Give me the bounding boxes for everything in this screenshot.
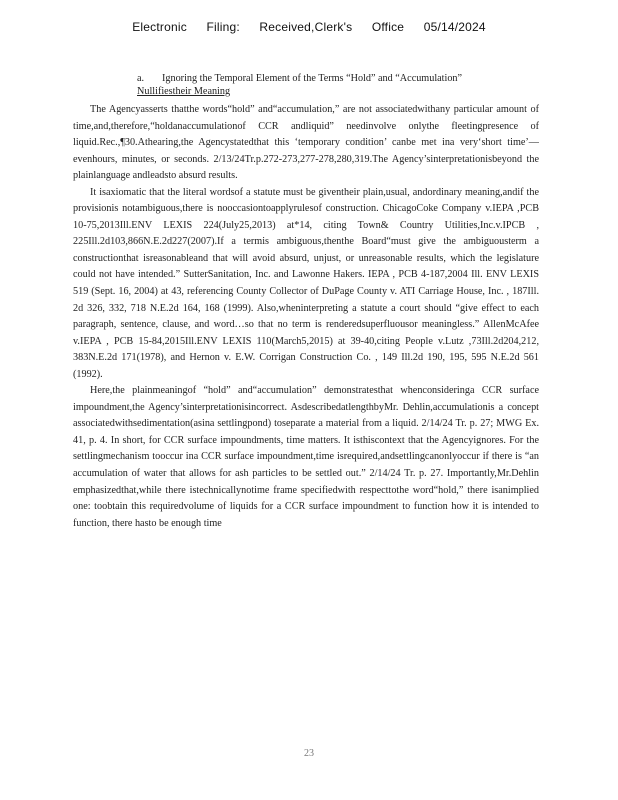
header-filing: Filing: (206, 20, 240, 34)
filing-stamp-header (0, 20, 618, 34)
section-heading (73, 72, 539, 98)
header-electronic: Electronic (132, 20, 187, 34)
section-heading-line2: Nullifiestheir Meaning (137, 86, 231, 97)
section-heading-line1: Ignoring the Temporal Element of the Terms “Hold” and “Accumulation” (162, 73, 463, 84)
page-number: 23 (304, 748, 314, 759)
section-heading-marker: a. (137, 73, 145, 84)
paragraph-agency-assertion: The Agencyasserts thatthe words“hold” and“accumulation,” are not associatedwithany particular amount of time,and,therefore,“holdanaccumulationof CCR andliquid” needinvolve onlythe fleetingpresence of liquid.Rec.,¶30.Athearing,the Agencystatedthat this ‘temporary condition’ canbe met ina very‘short time’—evenhours, minutes, or seconds. 2/13/24Tr.p.272-273,277-278,280,319.The Agency’sinterpretationisbeyond the plainlanguage andleadsto absurd results. (73, 104, 539, 182)
header-received-clerks: Received,Clerk's (259, 20, 353, 34)
header-date: 05/14/2024 (423, 20, 486, 34)
header-office: Office (371, 20, 405, 34)
paragraph-statutory-construction: It isaxiomatic that the literal wordsof a statute must be giventheir plain,usual, andordinary meaning,andif the provisionis notambiguous,there is nooccasiontoapplyrulesof construction. ChicagoCoke Company v.IEPA ,PCB 10-75,2013Ill.ENV LEXIS 224(July25,2013) at*14, citing Town& Country Utilities,Inc.v.IPCB , 225Ill.2d103,866N.E.2d227(2007).If a termis ambiguous,thenthe Board“must give the ambiguousterm a constructionthat isreasonableand that will avoid absurd, unjust, or unreasonable results, which the legislature could not have intended.” SutterSanitation, Inc. and Lawonne Hakers. IEPA , PCB 4-187,2004 Ill. ENV LEXIS 519 (Sept. 16, 2004) at 43, referencing County Collector of DuPage County v. ATI Carriage House, Inc. , 187Ill. 2d 326, 332, 718 N.E.2d 164, 168 (1999). Also,wheninterpreting a statute a court should “give effect to each paragraph, sentence, clause, and word…so that no term is renderedsuperfluousor meaningless.” AllenMcAfee v.IEPA , PCB 15-84,2015Ill.ENV LEXIS 110(March5,2015) at 39-40,citing People v.Lutz ,73Ill.2d204,212, 383N.E.2d 171(1978), and Hernon v. E.W. Corrigan Construction Co. , 149 Ill.2d 190, 195, 595 N.E.2d 561 (1992). (73, 186, 539, 380)
document-body (73, 72, 539, 532)
paragraph-plain-meaning: Here,the plainmeaningof “hold” and“accumulation” demonstratesthat whenconsideringa CCR surface impoundment,the Agency’sinterpretationisincorrect. AsdescribedatlengthbyMr. Dehlin,accumulationis a concept associatedwithsedimentation(asina settlingpond) toseparate a material from a liquid. 2/14/24 Tr. p. 27; MWG Ex. 41, p. 4. In short, for CCR surface impoundments, time matters. It isthiscontext that the Agencyignores. For the settlingmechanism tooccur ina CCR surface impoundment,time isrequired,andsettlingcanonlyoccur if there is “an accumulation of water that allows for ash particles to be settled out.” 2/14/24 Tr. p. 27. Importantly,Mr.Dehlin emphasizedthat,while there istechnicallynotime frame specifiedwith respecttothe word“hold,” there isanimplied one: toobtain this requiredvolume of liquids for a CCR surface impoundment to function how it is intended to function, there hasto be enough time (73, 385, 539, 529)
